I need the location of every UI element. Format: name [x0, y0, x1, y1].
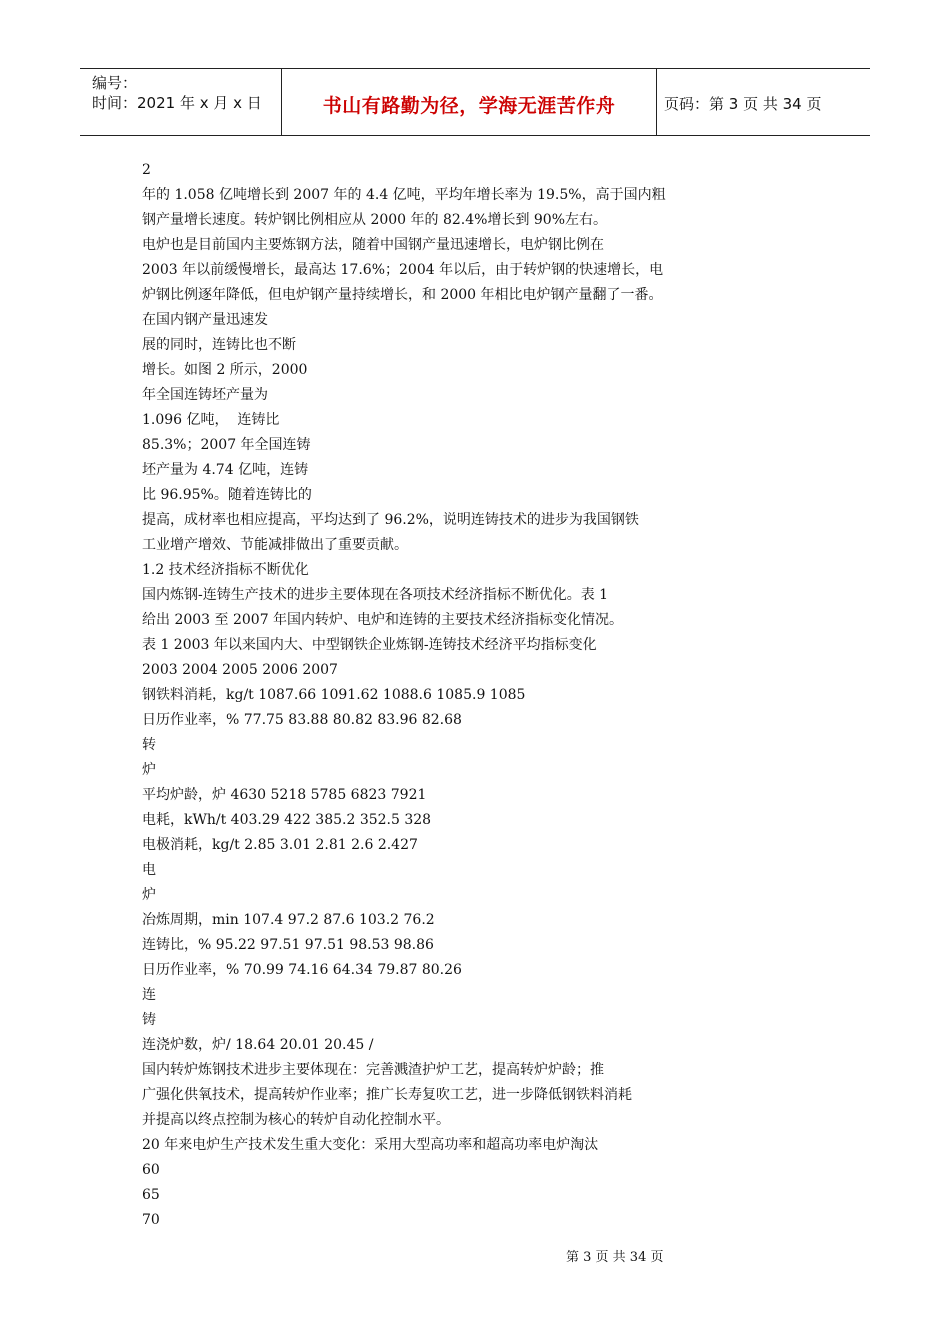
body-line: 铸: [142, 1012, 156, 1028]
body-line: 并提高以终点控制为核心的转炉自动化控制水平。: [142, 1112, 450, 1128]
body-line: 展的同时，连铸比也不断: [142, 337, 296, 353]
body-line: 钢铁料消耗，kg/t 1087.66 1091.62 1088.6 1085.9 1085: [142, 687, 526, 703]
date-label: 时间：2021 年 x 月 x 日: [92, 94, 262, 112]
header-divider-right: [656, 69, 657, 135]
body-line: 2: [142, 162, 151, 178]
header-motto: 书山有路勤为径，学海无涯苦作舟: [322, 95, 616, 117]
body-line: 提高，成材率也相应提高，平均达到了 96.2%，说明连铸技术的进步为我国钢铁: [142, 512, 639, 528]
body-line: 日历作业率，% 70.99 74.16 64.34 79.87 80.26: [142, 962, 462, 978]
body-line: 1.096 亿吨， 连铸比: [142, 412, 280, 428]
header-page-info: 页码：第 3 页 共 34 页: [664, 95, 822, 113]
body-line: 工业增产增效、节能减排做出了重要贡献。: [142, 537, 408, 553]
body-line: 连浇炉数，炉/ 18.64 20.01 20.45 /: [142, 1037, 374, 1053]
body-line: 表 1 2003 年以来国内大、中型钢铁企业炼钢-连铸技术经济平均指标变化: [142, 637, 597, 653]
body-line: 年的 1.058 亿吨增长到 2007 年的 4.4 亿吨，平均年增长率为 19.5%，高于国内粗: [142, 187, 666, 203]
body-line: 电耗，kWh/t 403.29 422 385.2 352.5 328: [142, 812, 432, 828]
body-line: 国内炼钢-连铸生产技术的进步主要体现在各项技术经济指标不断优化。表 1: [142, 587, 609, 603]
body-line: 日历作业率，% 77.75 83.88 80.82 83.96 82.68: [142, 712, 462, 728]
body-line: 65: [142, 1187, 160, 1203]
body-line: 电极消耗，kg/t 2.85 3.01 2.81 2.6 2.427: [142, 837, 418, 853]
body-line: 2003 2004 2005 2006 2007: [142, 662, 338, 678]
body-line: 冶炼周期，min 107.4 97.2 87.6 103.2 76.2: [142, 912, 435, 928]
body-line: 坯产量为 4.74 亿吨，连铸: [142, 462, 309, 478]
body-line: 85.3%；2007 年全国连铸: [142, 437, 311, 453]
body-line: 70: [142, 1212, 160, 1228]
body-line: 2003 年以前缓慢增长，最高达 17.6%；2004 年以后，由于转炉钢的快速增长，电: [142, 262, 664, 278]
body-line: 平均炉龄，炉 4630 5218 5785 6823 7921: [142, 787, 427, 803]
body-line: 广强化供氧技术，提高转炉作业率；推广长寿复吹工艺，进一步降低钢铁料消耗: [142, 1087, 632, 1103]
page-header: [80, 68, 870, 136]
body-line: 60: [142, 1162, 160, 1178]
body-line: 连: [142, 987, 156, 1003]
body-line: 给出 2003 至 2007 年国内转炉、电炉和连铸的主要技术经济指标变化情况。: [142, 612, 624, 628]
body-line: 在国内钢产量迅速发: [142, 312, 268, 328]
body-line: 炉: [142, 887, 156, 903]
body-line: 国内转炉炼钢技术进步主要体现在：完善溅渣护炉工艺，提高转炉炉龄；推: [142, 1062, 604, 1078]
body-line: 1.2 技术经济指标不断优化: [142, 562, 309, 578]
body-line: 连铸比，% 95.22 97.51 97.51 98.53 98.86: [142, 937, 434, 953]
header-meta: [92, 73, 262, 113]
body-line: 比 96.95%。随着连铸比的: [142, 487, 312, 503]
body-line: 增长。如图 2 所示，2000: [142, 362, 308, 378]
body-line: 20 年来电炉生产技术发生重大变化：采用大型高功率和超高功率电炉淘汰: [142, 1137, 599, 1153]
document-body: [142, 158, 762, 1233]
body-line: 炉钢比例逐年降低，但电炉钢产量持续增长，和 2000 年相比电炉钢产量翻了一番。: [142, 287, 663, 303]
body-line: 电: [142, 862, 156, 878]
page-footer: 第 3 页 共 34 页: [566, 1250, 664, 1265]
body-line: 年全国连铸坯产量为: [142, 387, 268, 403]
body-line: 炉: [142, 762, 156, 778]
body-line: 钢产量增长速度。转炉钢比例相应从 2000 年的 82.4%增长到 90%左右。: [142, 212, 608, 228]
body-line: 电炉也是目前国内主要炼钢方法，随着中国钢产量迅速增长，电炉钢比例在: [142, 237, 604, 253]
doc-number-label: 编号：: [92, 74, 138, 92]
body-line: 转: [142, 737, 156, 753]
